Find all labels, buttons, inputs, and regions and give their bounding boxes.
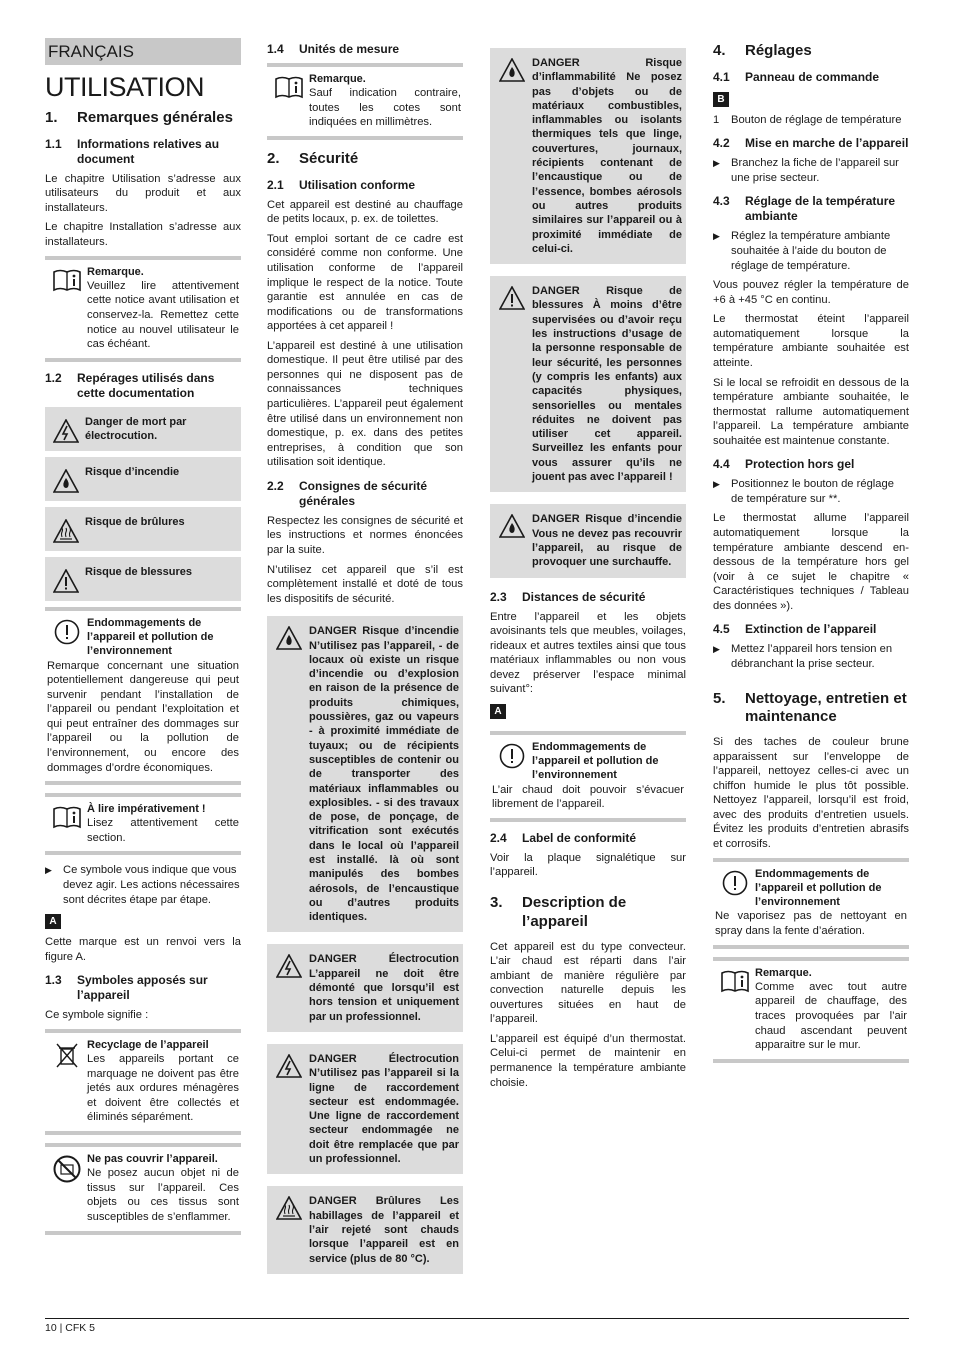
heading-1-3: 1.3 Symboles apposés sur l’appareil [45, 973, 208, 1003]
paragraph: Le thermostat éteint l’appareil automatiquement lorsque la température ambiante souhaitée est atteinte. [713, 313, 909, 369]
book-icon [269, 72, 309, 130]
do-not-cover-icon [47, 1152, 87, 1225]
paragraph: Cet appareil est du type convecteur. L’air chaud est réparti dans l’air ambiant de manière régulière par convection naturelle depuis les ouvertures situées en haut de l’appareil. [490, 940, 686, 1026]
figure-marker: B [713, 92, 729, 107]
environment-note: Endommagements de l’appareil et pollution de l’environnement Ne vaporisez pas de nettoyant en spray dans la fente d’aération. [713, 858, 909, 949]
figure-marker: A [45, 914, 61, 929]
paragraph: Cet appareil est destiné au chauffage de petits locaux, p. ex. de toilettes. [267, 198, 463, 226]
danger-electrocution-box: DANGER Électrocution L’appareil ne doit être démonté que lorsqu’il est hors tension et uniquement par un professionnel. [267, 944, 463, 1031]
note-box: Remarque. Comme avec tout autre appareil de chauffage, des traces provoquées par l’air chaud ascendant peuvent apparaitre sur le mur. [713, 957, 909, 1063]
arrow-bullet-icon: ▶ [713, 644, 720, 655]
paragraph: Le thermostat allume l’appareil automatiquement lorsque la température ambiante descend en-dessous de la température hors gel (voir à ce sujet le chapitre « Caractéristiques techniques / Tableau des données »). [713, 512, 909, 612]
paragraph: Le chapitre Utilisation s’adresse aux utilisateurs du produit et aux installateurs. [45, 172, 241, 214]
column-1 [45, 38, 241, 1243]
heading-1-4: 1.4 Unités de mesure [267, 42, 400, 56]
heading-4-3: 4.3 Réglage de la température ambiante [713, 194, 896, 224]
step-item: ▶ Positionnez le bouton de réglage de température sur **. [713, 478, 894, 505]
environment-note: Endommagements de l’appareil et pollution de l’environnement L’air chaud doit pouvoir s’évacuer librement de l’appareil. [490, 731, 686, 822]
step-item: ▶ Mettez l’appareil hors tension en débranchant la prise secteur. [713, 643, 893, 670]
warning-burns: Risque de brûlures [45, 507, 241, 551]
paragraph: Ce symbole signifie : [45, 1009, 149, 1022]
note-box: Remarque. Sauf indication contraire, toutes les cotes sont indiquées en millimètres. [267, 63, 463, 140]
do-not-cover-note: Ne pas couvrir l’appareil. Ne posez aucun objet ni de tissus sur l’appareil. Ces objets ou ces tissus sont susceptibles de s’enflammer. [45, 1143, 241, 1235]
heading-2: 2. Sécurité [267, 149, 359, 167]
step-item: ▶ Réglez la température ambiante souhaitée à l’aide du bouton de réglage de température. [713, 230, 891, 272]
exclamation-circle-icon [47, 616, 87, 659]
heading-1-2: 1.2 Repérages utilisés dans cette documentation [45, 370, 215, 400]
paragraph: Vous pouvez régler la température de +6 à +45 °C en continu. [713, 279, 909, 306]
danger-electrocution-box: DANGER Électrocution N’utilisez pas l’appareil si la ligne de raccordement secteur est endommagée. Une ligne de raccordement secteur endommagée ne doit être remplacée que par un professionnel. [267, 1044, 463, 1174]
paragraph: L’appareil est destiné à une utilisation domestique. Il peut être utilisé par des personnes qui ne disposent pas de connaissances techniques particulières. L’appareil peut également être utilisé dans un environnement non domestique, p. ex. dans des petites entreprises, à condition que son utilisation soit identique. [267, 339, 463, 469]
paragraph: Si le local se refroidit en dessous de la température ambiante souhaitée, le thermostat rallume automatiquement l’appareil. La température ambiante souhaitée est maintenue constante. [713, 376, 909, 447]
warning-fire: Risque d’incendie [45, 457, 241, 501]
recycling-note: Recyclage de l’appareil Les appareils portant ce marquage ne doivent pas être jetés aux ordures ménagères et doivent être collectés et éliminés séparément. [45, 1029, 241, 1135]
book-icon [47, 265, 87, 352]
paragraph: N’utilisez cet appareil que s’il est complètement installé et doté de tous les dispositifs de sécurité. [267, 563, 463, 605]
hot-surface-icon [47, 513, 85, 543]
exclamation-circle-icon [492, 740, 532, 783]
electric-shock-icon [47, 413, 85, 443]
environment-note: Endommagements de l’appareil et pollution de l’environnement Remarque concernant une situation potentiellement dangereuse qui peut survenir pendant l’installation de l’appareil ou pendant l’exploitation et qui peut entraîner des dommages sur l’appareil ou la pollution de l’environnement, ou encore des dommages d’ordre économiques. [45, 607, 241, 785]
paragraph: Cette marque est un renvoi vers la figure A. [45, 936, 241, 963]
main-title: UTILISATION [45, 72, 205, 102]
warning-electrocution: Danger de mort par électrocution. [45, 407, 241, 451]
heading-2-1: 2.1 Utilisation conforme [267, 177, 416, 192]
exclamation-triangle-icon [47, 563, 85, 593]
heading-1: 1. Remarques générales [45, 109, 233, 126]
electric-shock-icon [269, 952, 309, 1023]
heading-5: 5. Nettoyage, entretien et maintenance [713, 689, 907, 726]
book-icon [47, 802, 87, 845]
heading-4-2: 4.2 Mise en marche de l’appareil [713, 136, 909, 151]
exclamation-circle-icon [715, 867, 755, 910]
fire-icon [492, 512, 532, 569]
hot-surface-icon [269, 1194, 309, 1265]
read-note: À lire impérativement ! Lisez attentivement cette section. [45, 793, 241, 855]
arrow-bullet-icon: ▶ [45, 865, 52, 876]
paragraph: L’appareil est équipé d’un thermostat. Celui-ci permet de maintenir en permanence la température ambiante choisie. [490, 1032, 686, 1089]
heading-2-4: 2.4 Label de conformité [490, 830, 637, 845]
column-2 [267, 42, 463, 1286]
paragraph: Tout emploi sortant de ce cadre est considéré comme non conforme. Une utilisation conforme de l’appareil implique le respect de la notice. Toute garantie est annulée en cas de modifications ou de transformations apportées à cet appareil ! [267, 232, 463, 333]
fire-icon [269, 624, 309, 924]
heading-4-5: 4.5 Extinction de l’appareil [713, 622, 877, 637]
step-item: ▶ Branchez la fiche de l’appareil sur une prise secteur. [713, 157, 899, 184]
danger-injury-box: DANGER Risque de blessures À moins d’être supervisées ou d’avoir reçu les instructions d’usage de la personne responsable de leur sécurité, les personnes (y compris les enfants) aux capacités physiques, sensorielles ou mentales réduites ne doivent pas utiliser cet appareil. Surveillez les enfants pour vous assurer qu’ils ne jouent pas avec l’appareil ! [490, 276, 686, 492]
exclamation-triangle-icon [492, 284, 532, 484]
arrow-bullet-icon: ▶ [713, 231, 720, 242]
heading-4: 4. Réglages [713, 42, 812, 59]
heading-4-1: 4.1 Panneau de commande [713, 69, 880, 84]
paragraph: Si des taches de couleur brune apparaissent sur l’enveloppe de l’appareil, nettoyez celles-ci avec un chiffon humide le plus tôt possible. Nettoyez l’appareil, lorsqu’il est froid, avec des produits d’entretien usuels. Évitez les produits d’entretien abrasifs et corrosifs. [713, 736, 909, 850]
warning-injury: Risque de blessures [45, 557, 241, 601]
electric-shock-icon [269, 1052, 309, 1166]
column-4 [713, 42, 909, 1071]
paragraph: Le chapitre Installation s’adresse aux installateurs. [45, 221, 241, 248]
paragraph: Respectez les consignes de sécurité et les instructions et normes énoncées par la suite. [267, 514, 463, 556]
paragraph: Entre l’appareil et les objets avoisinants tels que meubles, voilages, rideaux et autres textiles ainsi que tous matériaux inflammables ou non vous devez préserver l’espace minimal suivant°: [490, 610, 686, 696]
note-box: Remarque. Veuillez lire attentivement cette notice avant utilisation et conservez-la. Remettez cette notice au nouvel utilisateur le cas échéant. [45, 256, 241, 362]
step-item: ▶ Ce symbole vous indique que vous devez agir. Les actions nécessaires sont décrites étape par étape. [45, 864, 240, 906]
crossed-bin-icon [47, 1038, 87, 1125]
heading-4-4: 4.4 Protection hors gel [713, 457, 855, 472]
arrow-bullet-icon: ▶ [713, 158, 720, 169]
column-3 [490, 48, 686, 1095]
danger-flammability-box: DANGER Risque d’inflammabilité Ne posez pas d’objets ou de matériaux combustibles, inflammables ou isolants thermiques tels que linge, couvertures, journaux, récipients contenant de l’encaustique ou de l’essence, bombes aérosols ou autres produits similaires sur l’appareil ou à proximité immédiate de celui-ci. [490, 48, 686, 264]
figure-marker: A [490, 704, 506, 719]
page-footer: 10 | CFK 5 [45, 1318, 909, 1336]
heading-2-3: 2.3 Distances de sécurité [490, 589, 646, 604]
book-icon [715, 966, 755, 1053]
fire-icon [47, 463, 85, 493]
paragraph: Voir la plaque signalétique sur l’appareil. [490, 851, 686, 879]
arrow-bullet-icon: ▶ [713, 479, 720, 490]
legend-item: 1 Bouton de réglage de température [713, 113, 902, 126]
fire-icon [492, 56, 532, 256]
danger-fire-box: DANGER Risque d’incendie Vous ne devez pas recouvrir l’appareil, au risque de provoquer une surchauffe. [490, 504, 686, 577]
heading-3: 3. Description de l’appareil [490, 894, 627, 930]
danger-fire-box: DANGER Risque d’incendie N’utilisez pas l’appareil, - de locaux où existe un risque d’incendie ou d’explosion en raison de la présence de produits chimiques, poussières, gaz ou vapeurs - à proximité immédiate de tuyaux; ou de récipients susceptibles de contenir ou de transporter des matériaux inflammables ou explosibles. - si des travaux de pose, de ponçage, de vitrification sont exécutés dans le local où l’appareil est installé. là où sont manipulés des bombes aérosols, de l’encaustique ou d’autres produits identiques. [267, 616, 463, 932]
danger-burns-box: DANGER Brûlures Les habillages de l’appareil et l’air rejeté sont chauds lorsque l’appareil est en service (plus de 80 °C). [267, 1186, 463, 1273]
heading-1-1: 1.1 Informations relatives au document [45, 136, 220, 166]
language-label: FRANÇAIS [45, 38, 241, 65]
heading-2-2: 2.2 Consignes de sécurité générales [267, 478, 428, 508]
